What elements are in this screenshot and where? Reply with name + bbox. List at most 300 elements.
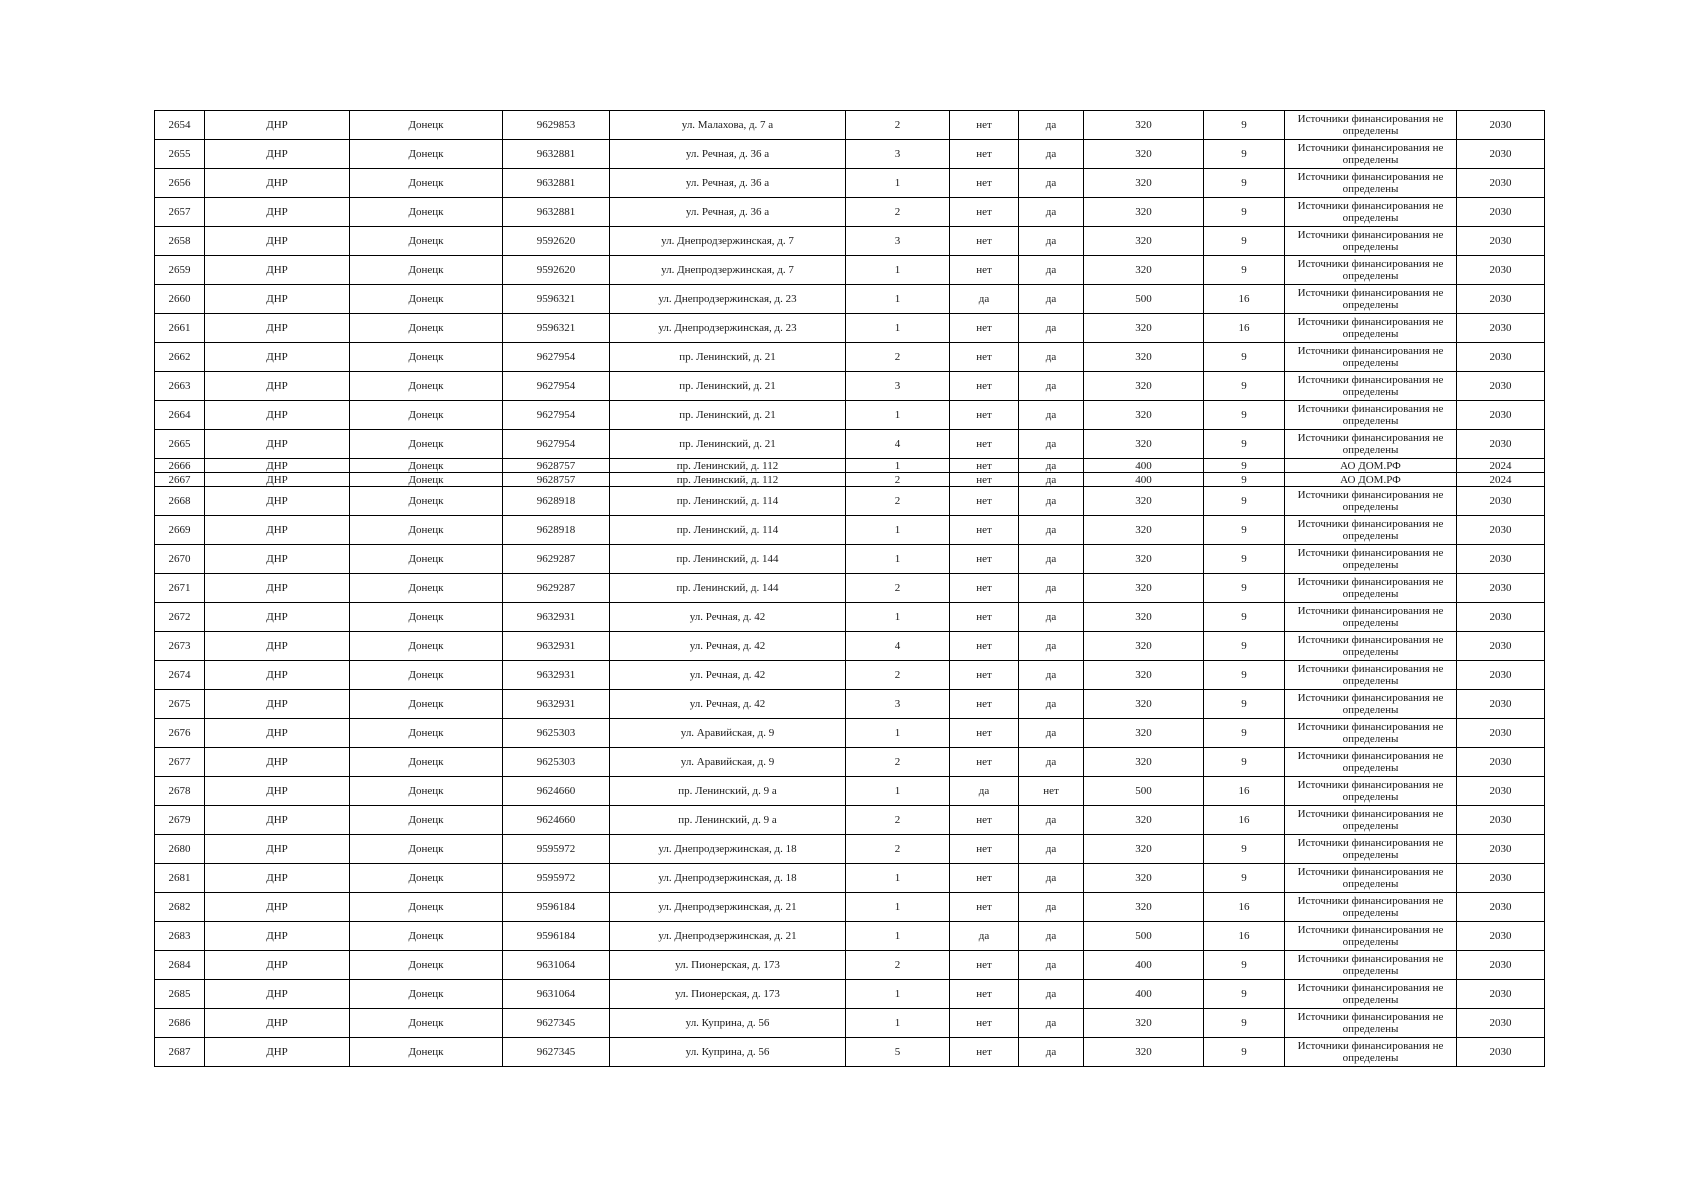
row-number-cell: 2677 <box>155 748 205 777</box>
col-flag-2-cell: да <box>1019 314 1084 343</box>
address-cell: ул. Куприна, д. 56 <box>610 1038 846 1067</box>
city-cell: Донецк <box>350 951 503 980</box>
value-a-cell: 400 <box>1084 473 1204 487</box>
table-row <box>155 372 1545 401</box>
value-b-cell: 9 <box>1204 473 1285 487</box>
col-flag-1-cell: нет <box>950 198 1019 227</box>
row-number-cell: 2654 <box>155 111 205 140</box>
col-flag-1-cell: нет <box>950 372 1019 401</box>
year-cell: 2030 <box>1457 893 1545 922</box>
value-a-cell: 320 <box>1084 227 1204 256</box>
city-cell: Донецк <box>350 632 503 661</box>
value-a-cell: 400 <box>1084 951 1204 980</box>
address-cell: пр. Ленинский, д. 21 <box>610 343 846 372</box>
col-flag-2-cell: да <box>1019 574 1084 603</box>
col-flag-2-cell: да <box>1019 893 1084 922</box>
funding-source-cell: Источники финансирования не определены <box>1285 372 1457 401</box>
table-row <box>155 574 1545 603</box>
col-flag-1-cell: нет <box>950 516 1019 545</box>
row-number-cell: 2675 <box>155 690 205 719</box>
table-row <box>155 314 1545 343</box>
row-number-cell: 2661 <box>155 314 205 343</box>
region-cell: ДНР <box>205 922 350 951</box>
col-flag-1-cell: нет <box>950 430 1019 459</box>
value-a-cell: 320 <box>1084 632 1204 661</box>
col-flag-2-cell: да <box>1019 835 1084 864</box>
funding-source-cell: Источники финансирования не определены <box>1285 1009 1457 1038</box>
value-a-cell: 320 <box>1084 806 1204 835</box>
funding-source-cell: Источники финансирования не определены <box>1285 1038 1457 1067</box>
entrance-cell: 4 <box>846 430 950 459</box>
funding-source-cell: Источники финансирования не определены <box>1285 516 1457 545</box>
row-number-cell: 2657 <box>155 198 205 227</box>
house-id-cell: 9632931 <box>503 632 610 661</box>
region-cell: ДНР <box>205 748 350 777</box>
col-flag-2-cell: да <box>1019 951 1084 980</box>
table-row <box>155 1009 1545 1038</box>
table-row <box>155 516 1545 545</box>
col-flag-1-cell: нет <box>950 140 1019 169</box>
region-cell: ДНР <box>205 140 350 169</box>
value-b-cell: 9 <box>1204 430 1285 459</box>
funding-source-cell: Источники финансирования не определены <box>1285 661 1457 690</box>
funding-source-cell: Источники финансирования не определены <box>1285 227 1457 256</box>
value-b-cell: 9 <box>1204 343 1285 372</box>
table-row <box>155 430 1545 459</box>
entrance-cell: 1 <box>846 980 950 1009</box>
col-flag-1-cell: нет <box>950 227 1019 256</box>
entrance-cell: 1 <box>846 459 950 473</box>
table-row <box>155 227 1545 256</box>
address-cell: ул. Речная, д. 36 а <box>610 140 846 169</box>
address-cell: ул. Куприна, д. 56 <box>610 1009 846 1038</box>
value-a-cell: 320 <box>1084 748 1204 777</box>
year-cell: 2024 <box>1457 473 1545 487</box>
house-id-cell: 9628757 <box>503 459 610 473</box>
year-cell: 2030 <box>1457 545 1545 574</box>
funding-source-cell: Источники финансирования не определены <box>1285 343 1457 372</box>
table-row <box>155 835 1545 864</box>
year-cell: 2030 <box>1457 951 1545 980</box>
city-cell: Донецк <box>350 169 503 198</box>
year-cell: 2030 <box>1457 1009 1545 1038</box>
row-number-cell: 2663 <box>155 372 205 401</box>
col-flag-2-cell: да <box>1019 343 1084 372</box>
value-a-cell: 320 <box>1084 545 1204 574</box>
address-cell: ул. Днепродзержинская, д. 18 <box>610 835 846 864</box>
address-cell: ул. Днепродзержинская, д. 23 <box>610 314 846 343</box>
value-b-cell: 16 <box>1204 314 1285 343</box>
year-cell: 2030 <box>1457 980 1545 1009</box>
col-flag-1-cell: нет <box>950 632 1019 661</box>
row-number-cell: 2672 <box>155 603 205 632</box>
funding-source-cell: Источники финансирования не определены <box>1285 748 1457 777</box>
address-cell: пр. Ленинский, д. 112 <box>610 459 846 473</box>
col-flag-2-cell: да <box>1019 1009 1084 1038</box>
year-cell: 2030 <box>1457 661 1545 690</box>
year-cell: 2030 <box>1457 140 1545 169</box>
row-number-cell: 2680 <box>155 835 205 864</box>
region-cell: ДНР <box>205 473 350 487</box>
city-cell: Донецк <box>350 574 503 603</box>
funding-source-cell: Источники финансирования не определены <box>1285 256 1457 285</box>
address-cell: пр. Ленинский, д. 114 <box>610 516 846 545</box>
table-row <box>155 285 1545 314</box>
table-row <box>155 603 1545 632</box>
value-b-cell: 9 <box>1204 459 1285 473</box>
year-cell: 2030 <box>1457 256 1545 285</box>
house-id-cell: 9596321 <box>503 314 610 343</box>
value-b-cell: 9 <box>1204 632 1285 661</box>
funding-source-cell: Источники финансирования не определены <box>1285 140 1457 169</box>
city-cell: Донецк <box>350 227 503 256</box>
house-id-cell: 9592620 <box>503 256 610 285</box>
address-cell: пр. Ленинский, д. 21 <box>610 372 846 401</box>
house-id-cell: 9628918 <box>503 487 610 516</box>
year-cell: 2030 <box>1457 343 1545 372</box>
house-id-cell: 9627954 <box>503 343 610 372</box>
region-cell: ДНР <box>205 111 350 140</box>
entrance-cell: 1 <box>846 922 950 951</box>
value-b-cell: 9 <box>1204 198 1285 227</box>
region-cell: ДНР <box>205 430 350 459</box>
region-cell: ДНР <box>205 256 350 285</box>
house-id-cell: 9631064 <box>503 980 610 1009</box>
city-cell: Донецк <box>350 198 503 227</box>
col-flag-2-cell: да <box>1019 256 1084 285</box>
address-cell: пр. Ленинский, д. 9 а <box>610 806 846 835</box>
entrance-cell: 2 <box>846 806 950 835</box>
entrance-cell: 1 <box>846 893 950 922</box>
value-b-cell: 9 <box>1204 951 1285 980</box>
region-cell: ДНР <box>205 835 350 864</box>
row-number-cell: 2685 <box>155 980 205 1009</box>
entrance-cell: 2 <box>846 487 950 516</box>
value-a-cell: 320 <box>1084 372 1204 401</box>
col-flag-1-cell: нет <box>950 343 1019 372</box>
row-number-cell: 2659 <box>155 256 205 285</box>
entrance-cell: 3 <box>846 690 950 719</box>
funding-source-cell: Источники финансирования не определены <box>1285 777 1457 806</box>
year-cell: 2030 <box>1457 748 1545 777</box>
value-a-cell: 320 <box>1084 864 1204 893</box>
entrance-cell: 4 <box>846 632 950 661</box>
row-number-cell: 2658 <box>155 227 205 256</box>
entrance-cell: 3 <box>846 372 950 401</box>
address-cell: ул. Днепродзержинская, д. 21 <box>610 893 846 922</box>
year-cell: 2030 <box>1457 777 1545 806</box>
house-id-cell: 9632931 <box>503 661 610 690</box>
table-row <box>155 806 1545 835</box>
region-cell: ДНР <box>205 314 350 343</box>
year-cell: 2030 <box>1457 1038 1545 1067</box>
col-flag-2-cell: да <box>1019 980 1084 1009</box>
city-cell: Донецк <box>350 922 503 951</box>
address-cell: ул. Речная, д. 42 <box>610 661 846 690</box>
city-cell: Донецк <box>350 111 503 140</box>
funding-source-cell: Источники финансирования не определены <box>1285 285 1457 314</box>
value-a-cell: 320 <box>1084 603 1204 632</box>
value-b-cell: 16 <box>1204 893 1285 922</box>
city-cell: Донецк <box>350 603 503 632</box>
value-b-cell: 9 <box>1204 169 1285 198</box>
row-number-cell: 2669 <box>155 516 205 545</box>
house-id-cell: 9595972 <box>503 864 610 893</box>
house-id-cell: 9632881 <box>503 140 610 169</box>
entrance-cell: 1 <box>846 314 950 343</box>
col-flag-2-cell: да <box>1019 603 1084 632</box>
house-id-cell: 9632881 <box>503 198 610 227</box>
house-id-cell: 9625303 <box>503 748 610 777</box>
city-cell: Донецк <box>350 661 503 690</box>
address-cell: ул. Днепродзержинская, д. 7 <box>610 256 846 285</box>
address-cell: ул. Речная, д. 42 <box>610 690 846 719</box>
house-id-cell: 9627345 <box>503 1038 610 1067</box>
house-id-cell: 9628918 <box>503 516 610 545</box>
table-row <box>155 922 1545 951</box>
funding-source-cell: Источники финансирования не определены <box>1285 690 1457 719</box>
col-flag-1-cell: нет <box>950 864 1019 893</box>
value-a-cell: 320 <box>1084 198 1204 227</box>
entrance-cell: 2 <box>846 661 950 690</box>
entrance-cell: 2 <box>846 111 950 140</box>
value-a-cell: 320 <box>1084 487 1204 516</box>
value-a-cell: 320 <box>1084 111 1204 140</box>
table-row <box>155 487 1545 516</box>
region-cell: ДНР <box>205 864 350 893</box>
value-b-cell: 9 <box>1204 748 1285 777</box>
col-flag-2-cell: да <box>1019 864 1084 893</box>
city-cell: Донецк <box>350 256 503 285</box>
year-cell: 2030 <box>1457 285 1545 314</box>
col-flag-2-cell: да <box>1019 661 1084 690</box>
address-cell: пр. Ленинский, д. 144 <box>610 574 846 603</box>
entrance-cell: 2 <box>846 343 950 372</box>
city-cell: Донецк <box>350 343 503 372</box>
table-row <box>155 893 1545 922</box>
year-cell: 2030 <box>1457 632 1545 661</box>
region-cell: ДНР <box>205 806 350 835</box>
value-b-cell: 9 <box>1204 227 1285 256</box>
city-cell: Донецк <box>350 372 503 401</box>
col-flag-1-cell: нет <box>950 806 1019 835</box>
row-number-cell: 2682 <box>155 893 205 922</box>
region-cell: ДНР <box>205 777 350 806</box>
col-flag-2-cell: да <box>1019 198 1084 227</box>
year-cell: 2030 <box>1457 401 1545 430</box>
col-flag-1-cell: нет <box>950 473 1019 487</box>
region-cell: ДНР <box>205 169 350 198</box>
row-number-cell: 2678 <box>155 777 205 806</box>
col-flag-2-cell: да <box>1019 372 1084 401</box>
col-flag-1-cell: нет <box>950 690 1019 719</box>
funding-source-cell: Источники финансирования не определены <box>1285 603 1457 632</box>
col-flag-1-cell: нет <box>950 748 1019 777</box>
funding-source-cell: Источники финансирования не определены <box>1285 574 1457 603</box>
col-flag-1-cell: да <box>950 285 1019 314</box>
year-cell: 2030 <box>1457 574 1545 603</box>
region-cell: ДНР <box>205 1009 350 1038</box>
entrance-cell: 2 <box>846 198 950 227</box>
value-a-cell: 320 <box>1084 140 1204 169</box>
address-cell: ул. Днепродзержинская, д. 7 <box>610 227 846 256</box>
value-a-cell: 320 <box>1084 430 1204 459</box>
entrance-cell: 1 <box>846 603 950 632</box>
address-cell: ул. Речная, д. 36 а <box>610 169 846 198</box>
entrance-cell: 1 <box>846 516 950 545</box>
year-cell: 2030 <box>1457 169 1545 198</box>
address-cell: ул. Днепродзержинская, д. 18 <box>610 864 846 893</box>
house-id-cell: 9627954 <box>503 430 610 459</box>
col-flag-2-cell: да <box>1019 748 1084 777</box>
row-number-cell: 2686 <box>155 1009 205 1038</box>
entrance-cell: 3 <box>846 140 950 169</box>
year-cell: 2030 <box>1457 487 1545 516</box>
region-cell: ДНР <box>205 401 350 430</box>
year-cell: 2030 <box>1457 111 1545 140</box>
value-a-cell: 320 <box>1084 893 1204 922</box>
col-flag-1-cell: нет <box>950 169 1019 198</box>
house-id-cell: 9627954 <box>503 372 610 401</box>
row-number-cell: 2656 <box>155 169 205 198</box>
col-flag-2-cell: да <box>1019 1038 1084 1067</box>
table-row <box>155 951 1545 980</box>
region-cell: ДНР <box>205 1038 350 1067</box>
house-id-cell: 9632881 <box>503 169 610 198</box>
city-cell: Донецк <box>350 777 503 806</box>
year-cell: 2030 <box>1457 922 1545 951</box>
region-cell: ДНР <box>205 487 350 516</box>
value-b-cell: 9 <box>1204 1009 1285 1038</box>
col-flag-1-cell: нет <box>950 256 1019 285</box>
city-cell: Донецк <box>350 473 503 487</box>
table-row <box>155 111 1545 140</box>
house-id-cell: 9629287 <box>503 574 610 603</box>
funding-source-cell: Источники финансирования не определены <box>1285 864 1457 893</box>
value-b-cell: 16 <box>1204 285 1285 314</box>
col-flag-2-cell: да <box>1019 169 1084 198</box>
value-b-cell: 9 <box>1204 661 1285 690</box>
col-flag-1-cell: нет <box>950 603 1019 632</box>
city-cell: Донецк <box>350 980 503 1009</box>
value-a-cell: 500 <box>1084 285 1204 314</box>
city-cell: Донецк <box>350 1009 503 1038</box>
col-flag-1-cell: нет <box>950 314 1019 343</box>
value-b-cell: 9 <box>1204 401 1285 430</box>
address-cell: ул. Пионерская, д. 173 <box>610 951 846 980</box>
house-id-cell: 9629287 <box>503 545 610 574</box>
value-a-cell: 320 <box>1084 574 1204 603</box>
city-cell: Донецк <box>350 719 503 748</box>
col-flag-2-cell: да <box>1019 632 1084 661</box>
col-flag-1-cell: нет <box>950 459 1019 473</box>
city-cell: Донецк <box>350 690 503 719</box>
entrance-cell: 1 <box>846 864 950 893</box>
year-cell: 2030 <box>1457 430 1545 459</box>
table-row <box>155 473 1545 487</box>
house-id-cell: 9629853 <box>503 111 610 140</box>
region-cell: ДНР <box>205 719 350 748</box>
value-a-cell: 320 <box>1084 1038 1204 1067</box>
table-row <box>155 1038 1545 1067</box>
col-flag-2-cell: да <box>1019 227 1084 256</box>
region-cell: ДНР <box>205 980 350 1009</box>
value-a-cell: 500 <box>1084 777 1204 806</box>
row-number-cell: 2667 <box>155 473 205 487</box>
house-id-cell: 9596321 <box>503 285 610 314</box>
entrance-cell: 5 <box>846 1038 950 1067</box>
table-row <box>155 719 1545 748</box>
house-id-cell: 9592620 <box>503 227 610 256</box>
col-flag-2-cell: нет <box>1019 777 1084 806</box>
row-number-cell: 2676 <box>155 719 205 748</box>
value-b-cell: 9 <box>1204 545 1285 574</box>
row-number-cell: 2665 <box>155 430 205 459</box>
region-cell: ДНР <box>205 343 350 372</box>
entrance-cell: 2 <box>846 748 950 777</box>
year-cell: 2030 <box>1457 603 1545 632</box>
address-cell: ул. Аравийская, д. 9 <box>610 719 846 748</box>
row-number-cell: 2666 <box>155 459 205 473</box>
col-flag-2-cell: да <box>1019 719 1084 748</box>
house-id-cell: 9627954 <box>503 401 610 430</box>
value-a-cell: 320 <box>1084 343 1204 372</box>
col-flag-1-cell: да <box>950 777 1019 806</box>
row-number-cell: 2674 <box>155 661 205 690</box>
entrance-cell: 1 <box>846 777 950 806</box>
funding-source-cell: Источники финансирования не определены <box>1285 980 1457 1009</box>
table-row <box>155 459 1545 473</box>
funding-source-cell: Источники финансирования не определены <box>1285 893 1457 922</box>
region-cell: ДНР <box>205 632 350 661</box>
value-a-cell: 400 <box>1084 459 1204 473</box>
table-row <box>155 632 1545 661</box>
table-row <box>155 198 1545 227</box>
address-cell: пр. Ленинский, д. 144 <box>610 545 846 574</box>
row-number-cell: 2671 <box>155 574 205 603</box>
year-cell: 2030 <box>1457 690 1545 719</box>
value-a-cell: 320 <box>1084 661 1204 690</box>
table-row <box>155 777 1545 806</box>
address-cell: ул. Днепродзержинская, д. 23 <box>610 285 846 314</box>
value-b-cell: 9 <box>1204 719 1285 748</box>
value-b-cell: 9 <box>1204 372 1285 401</box>
year-cell: 2030 <box>1457 719 1545 748</box>
table-row <box>155 343 1545 372</box>
value-a-cell: 320 <box>1084 516 1204 545</box>
entrance-cell: 1 <box>846 256 950 285</box>
funding-source-cell: Источники финансирования не определены <box>1285 169 1457 198</box>
year-cell: 2030 <box>1457 198 1545 227</box>
funding-source-cell: Источники финансирования не определены <box>1285 922 1457 951</box>
year-cell: 2030 <box>1457 835 1545 864</box>
funding-source-cell: Источники финансирования не определены <box>1285 545 1457 574</box>
house-id-cell: 9596184 <box>503 922 610 951</box>
table-row <box>155 661 1545 690</box>
city-cell: Донецк <box>350 430 503 459</box>
value-a-cell: 320 <box>1084 835 1204 864</box>
col-flag-2-cell: да <box>1019 285 1084 314</box>
value-a-cell: 320 <box>1084 314 1204 343</box>
funding-source-cell: Источники финансирования не определены <box>1285 835 1457 864</box>
funding-source-cell: Источники финансирования не определены <box>1285 111 1457 140</box>
value-b-cell: 9 <box>1204 980 1285 1009</box>
entrance-cell: 2 <box>846 951 950 980</box>
city-cell: Донецк <box>350 835 503 864</box>
col-flag-1-cell: нет <box>950 951 1019 980</box>
entrance-cell: 2 <box>846 473 950 487</box>
table-row <box>155 980 1545 1009</box>
